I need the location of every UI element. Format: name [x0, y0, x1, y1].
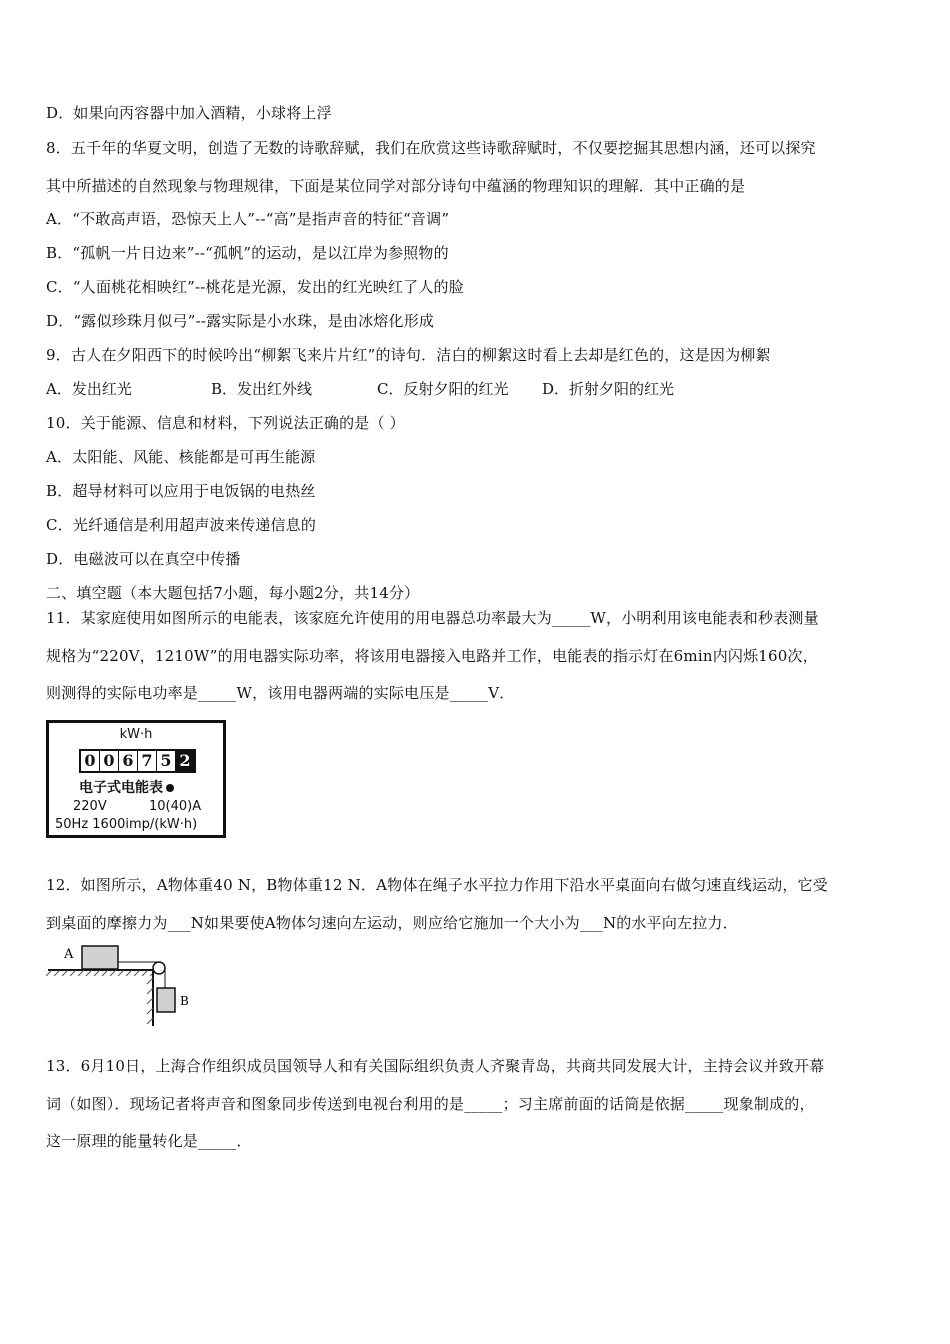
meter-name: [79, 777, 174, 797]
meter-name-text: 电子式电能表: [79, 780, 163, 796]
meter-unit: kW·h: [119, 727, 153, 742]
pulley-figure: [46, 940, 206, 1030]
question-8-option-b: B．“孤帆一片日边来”--“孤帆”的运动，是以江岸为参照物的: [46, 244, 449, 262]
question-9-option-a: A．发出红光: [46, 380, 132, 398]
question-10-option-a: A．太阳能、风能、核能都是可再生能源: [46, 448, 316, 466]
question-9-option-d: D．折射夕阳的红光: [542, 380, 675, 398]
section-2-heading: 二、填空题（本大题包括7小题，每小题2分，共14分）: [46, 584, 420, 602]
question-8-line-1: 8．五千年的华夏文明，创造了无数的诗歌辞赋，我们在欣赏这些诗歌辞赋时，不仅要挖掘其思想内涵，还可以探究: [46, 139, 816, 157]
meter-digit: 6: [119, 751, 138, 771]
question-10-option-c: C．光纤通信是利用超声波来传递信息的: [46, 516, 317, 534]
question-10-option-d: D．电磁波可以在真空中传播: [46, 550, 241, 568]
question-8-line-2: 其中所描述的自然现象与物理规律，下面是某位同学对部分诗句中蕴涵的物理知识的理解．其中正确的是: [46, 177, 746, 195]
pulley-icon: [153, 962, 165, 974]
question-11-line-2: 规格为“220V，1210W”的用电器实际功率，将该用电器接入电路并工作，电能表的指示灯在6min内闪烁160次，: [46, 647, 818, 665]
meter-digits: [79, 749, 196, 773]
indicator-light-icon: [166, 784, 174, 792]
question-9-option-c: C．反射夕阳的红光: [377, 380, 509, 398]
meter-digit: 0: [81, 751, 100, 771]
meter-digit: 0: [100, 751, 119, 771]
meter-voltage: 220V: [73, 799, 107, 814]
question-11-line-1: 11．某家庭使用如图所示的电能表，该家庭允许使用的用电器总功率最大为_____W，小明利用该电能表和秒表测量: [46, 609, 819, 627]
question-8-option-c: C．“人面桃花相映红”--桃花是光源，发出的红光映红了人的脸: [46, 278, 464, 296]
meter-frequency: 50Hz 1600imp/(kW·h): [55, 817, 198, 832]
question-11-line-3: 则测得的实际电功率是_____W，该用电器两端的实际电压是_____V．: [46, 684, 515, 702]
question-12-line-1: 12．如图所示，A物体重40 N，B物体重12 N．A物体在绳子水平拉力作用下沿水平桌面向右做匀速直线运动，它受: [46, 876, 828, 894]
electric-meter-figure: [46, 720, 226, 838]
meter-digit: 7: [138, 751, 157, 771]
question-10-option-b: B．超导材料可以应用于电饭锅的电热丝: [46, 482, 316, 500]
question-10: 10．关于能源、信息和材料，下列说法正确的是（ ）: [46, 414, 405, 432]
line-q7-option-d: D．如果向丙容器中加入酒精，小球将上浮: [46, 104, 332, 122]
meter-digit-decimal: 2: [176, 751, 194, 771]
meter-current: 10(40)A: [149, 799, 202, 814]
question-9-option-b: B．发出红外线: [211, 380, 313, 398]
question-13-line-3: 这一原理的能量转化是_____．: [46, 1132, 252, 1150]
question-8-option-a: A．“不敢高声语，恐惊天上人”--“高”是指声音的特征“音调”: [46, 210, 450, 228]
question-8-option-d: D．“露似珍珠月似弓”--露实际是小水珠，是由冰熔化形成: [46, 312, 435, 330]
block-b: [157, 988, 175, 1012]
question-13-line-2: 词（如图）．现场记者将声音和图象同步传送到电视台利用的是_____；习主席前面的话筒是依据_____现象制成的，: [46, 1095, 815, 1113]
question-9: 9．古人在夕阳西下的时候吟出“柳絮飞来片片红”的诗句．洁白的柳絮这时看上去却是红色的，这是因为柳絮: [46, 346, 771, 364]
meter-digit: 5: [157, 751, 176, 771]
question-13-line-1: 13．6月10日，上海合作组织成员国领导人和有关国际组织负责人齐聚青岛，共商共同发展大计，主持会议并致开幕: [46, 1057, 825, 1075]
block-b-label: B: [180, 994, 189, 1008]
block-a-label: A: [64, 947, 74, 962]
block-a: [82, 946, 118, 969]
question-12-line-2: 到桌面的摩擦力为___N如果要使A物体匀速向左运动，则应给它施加一个大小为___N的水平向左拉力．: [46, 914, 738, 932]
